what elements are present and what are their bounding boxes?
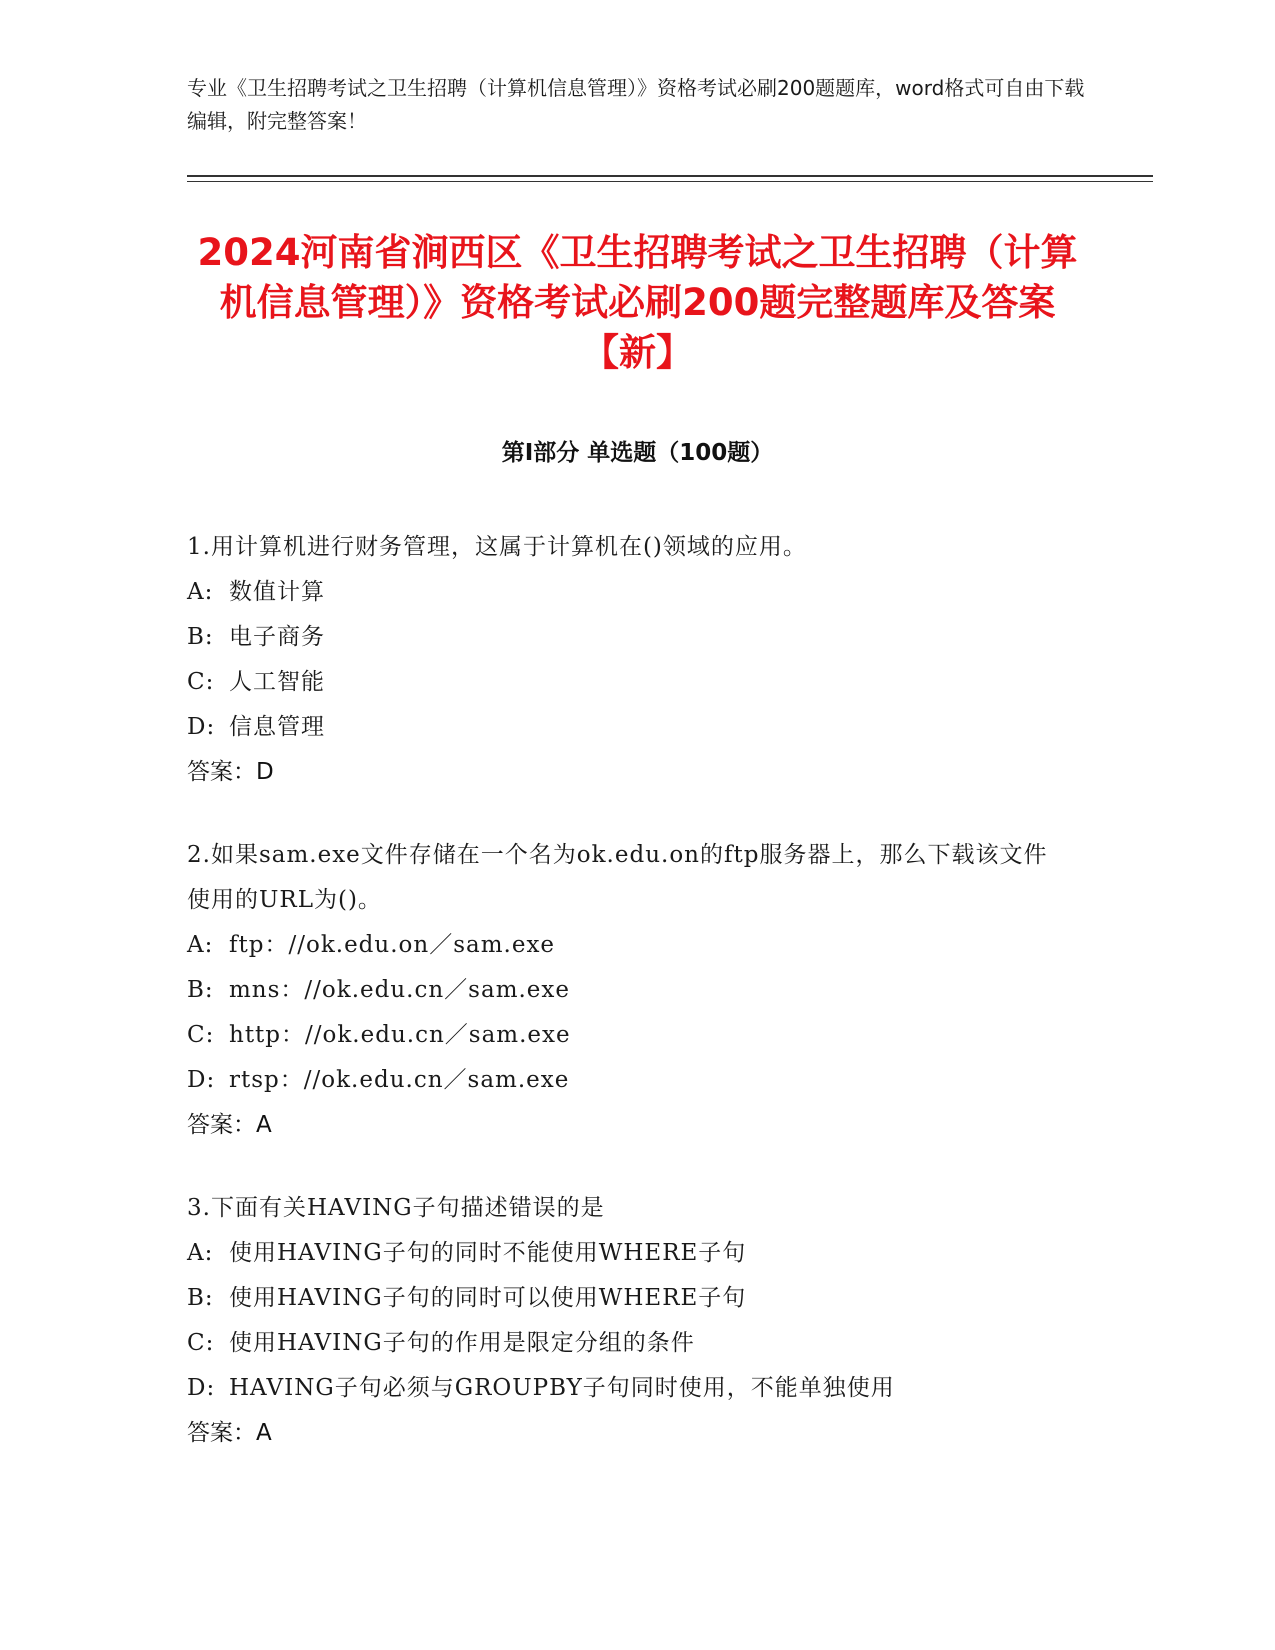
option-text: 使用HAVING子句的同时可以使用WHERE子句: [229, 1285, 747, 1311]
option-a: [187, 1231, 1087, 1276]
option-letter: B:: [187, 624, 214, 650]
answer-label: 答案：D: [187, 759, 274, 785]
answer-label: 答案：A: [187, 1112, 272, 1138]
option-b: [187, 615, 1087, 660]
header-divider-thick: [187, 175, 1153, 177]
question-stem: 3.下面有关HAVING子句描述错误的是: [187, 1195, 605, 1221]
option-text: http：//ok.edu.cn／sam.exe: [229, 1022, 571, 1048]
option-d: [187, 1366, 1087, 1411]
option-letter: A:: [187, 1240, 214, 1266]
option-text: 电子商务: [229, 624, 325, 650]
question-stem: 1.用计算机进行财务管理，这属于计算机在()领域的应用。: [187, 534, 807, 560]
section-title: 第Ⅰ部分 单选题（100题）: [501, 440, 774, 466]
option-letter: D:: [187, 714, 216, 740]
option-text: 使用HAVING子句的同时不能使用WHERE子句: [229, 1240, 747, 1266]
question-3: [187, 1186, 1087, 1456]
option-letter: C:: [187, 1022, 215, 1048]
option-text: 人工智能: [229, 669, 325, 695]
option-letter: B:: [187, 977, 214, 1003]
header-divider-thin: [187, 181, 1153, 182]
option-letter: D:: [187, 1375, 216, 1401]
option-c: [187, 1013, 1087, 1058]
question-list: [187, 525, 1087, 1494]
option-letter: C:: [187, 1330, 215, 1356]
option-b: [187, 968, 1087, 1013]
option-letter: B:: [187, 1285, 214, 1311]
question-2: [187, 833, 1087, 1148]
option-c: [187, 1321, 1087, 1366]
option-letter: C:: [187, 669, 215, 695]
option-letter: D:: [187, 1067, 216, 1093]
answer-label: 答案：A: [187, 1420, 272, 1446]
option-d: [187, 1058, 1087, 1103]
option-text: rtsp：//ok.edu.cn／sam.exe: [229, 1067, 570, 1093]
option-text: ftp：//ok.edu.on／sam.exe: [229, 932, 556, 958]
option-letter: A:: [187, 932, 214, 958]
document-title: 2024河南省涧西区《卫生招聘考试之卫生招聘（计算机信息管理）》资格考试必刷200题完整题库及答案【新】: [197, 231, 1078, 374]
option-text: 使用HAVING子句的作用是限定分组的条件: [229, 1330, 695, 1356]
option-text: mns：//ok.edu.cn／sam.exe: [229, 977, 571, 1003]
option-b: [187, 1276, 1087, 1321]
option-letter: A:: [187, 579, 214, 605]
option-text: 数值计算: [229, 579, 325, 605]
option-text: 信息管理: [229, 714, 325, 740]
question-1: [187, 525, 1087, 795]
option-d: [187, 705, 1087, 750]
option-a: [187, 923, 1087, 968]
option-c: [187, 660, 1087, 705]
option-a: [187, 570, 1087, 615]
question-stem: 2.如果sam.exe文件存储在一个名为ok.edu.on的ftp服务器上，那么下载该文件使用的URL为()。: [187, 842, 1048, 913]
header-note: 专业《卫生招聘考试之卫生招聘（计算机信息管理）》资格考试必刷200题题库，word格式可自由下载编辑，附完整答案！: [187, 76, 1085, 133]
option-text: HAVING子句必须与GROUPBY子句同时使用，不能单独使用: [229, 1375, 895, 1401]
